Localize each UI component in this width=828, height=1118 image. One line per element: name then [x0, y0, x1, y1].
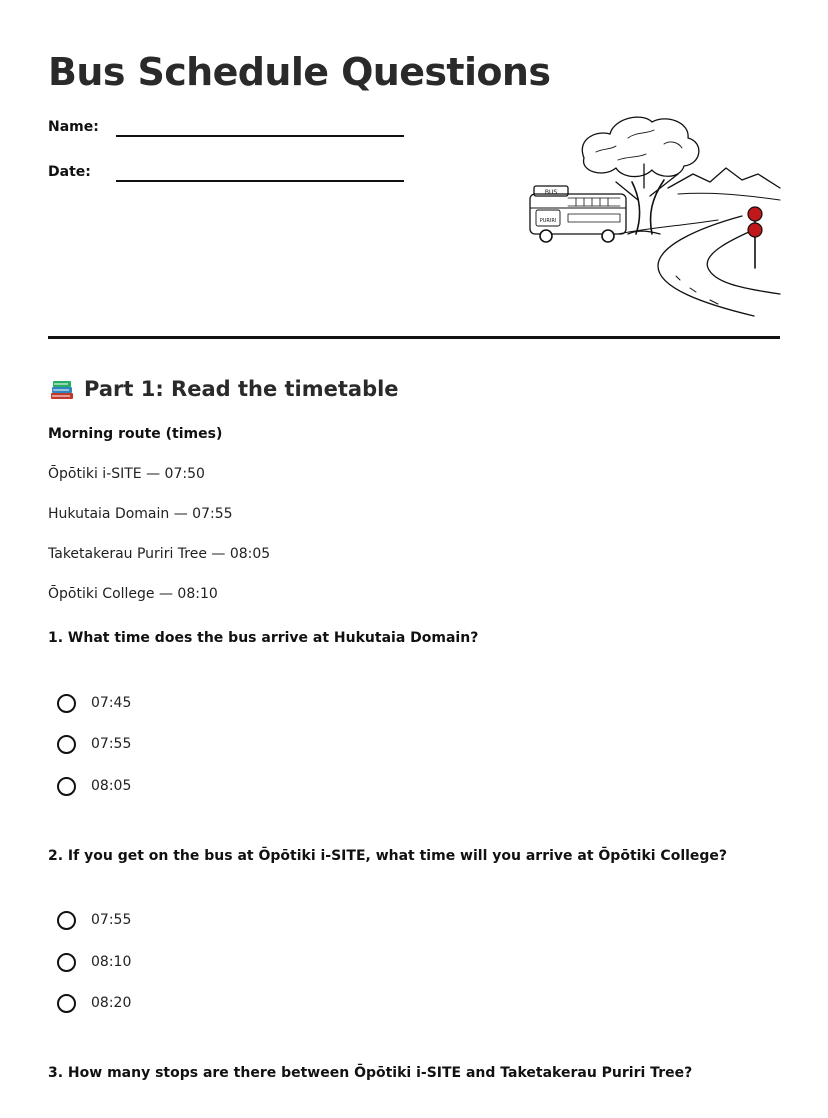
- radio-button-icon[interactable]: [57, 911, 76, 930]
- bus-route-text: PURIRI: [539, 218, 557, 224]
- stop-line: Ōpōtiki College — 08:10: [48, 586, 218, 602]
- q1-option-3[interactable]: [57, 773, 131, 799]
- radio-button-icon[interactable]: [57, 777, 76, 796]
- option-label: 08:05: [91, 778, 132, 794]
- books-icon: [48, 375, 76, 403]
- q1-option-1[interactable]: [57, 690, 131, 716]
- option-label: 07:55: [91, 736, 132, 752]
- section-divider: [48, 336, 780, 339]
- q2-option-1[interactable]: [57, 907, 131, 933]
- radio-button-icon[interactable]: [57, 953, 76, 972]
- option-label: 08:20: [91, 995, 132, 1011]
- date-line[interactable]: [116, 180, 404, 182]
- radio-button-icon[interactable]: [57, 735, 76, 754]
- stop-sign-top-icon: [748, 207, 762, 221]
- bus-sign-text: BUS: [544, 189, 558, 196]
- stop-line: Taketakerau Puriri Tree — 08:05: [48, 546, 271, 562]
- page-title: Bus Schedule Questions: [48, 50, 551, 94]
- question-1-text: 1. What time does the bus arrive at Hukutaia Domain?: [48, 630, 479, 646]
- option-label: 08:10: [91, 954, 132, 970]
- stop-line: Ōpōtiki i-SITE — 07:50: [48, 466, 205, 482]
- part1-heading-text: Part 1: Read the timetable: [84, 377, 399, 401]
- q2-option-3[interactable]: [57, 990, 131, 1016]
- radio-button-icon[interactable]: [57, 694, 76, 713]
- timetable-subhead: Morning route (times): [48, 426, 223, 442]
- option-label: 07:55: [91, 912, 132, 928]
- stop-line: Hukutaia Domain — 07:55: [48, 506, 233, 522]
- stop-sign-bottom-icon: [748, 223, 762, 237]
- q2-option-2[interactable]: [57, 949, 131, 975]
- question-2-text: 2. If you get on the bus at Ōpōtiki i-SITE, what time will you arrive at Ōpōtiki College?: [48, 848, 728, 864]
- q1-option-2[interactable]: [57, 731, 131, 757]
- part1-heading: [48, 374, 399, 404]
- option-label: 07:45: [91, 695, 132, 711]
- bus-tree-illustration: [518, 108, 784, 324]
- name-label: Name:: [48, 119, 99, 135]
- question-3-text: 3. How many stops are there between Ōpōtiki i-SITE and Taketakerau Puriri Tree?: [48, 1065, 693, 1081]
- radio-button-icon[interactable]: [57, 994, 76, 1013]
- name-line[interactable]: [116, 135, 404, 137]
- date-label: Date:: [48, 164, 91, 180]
